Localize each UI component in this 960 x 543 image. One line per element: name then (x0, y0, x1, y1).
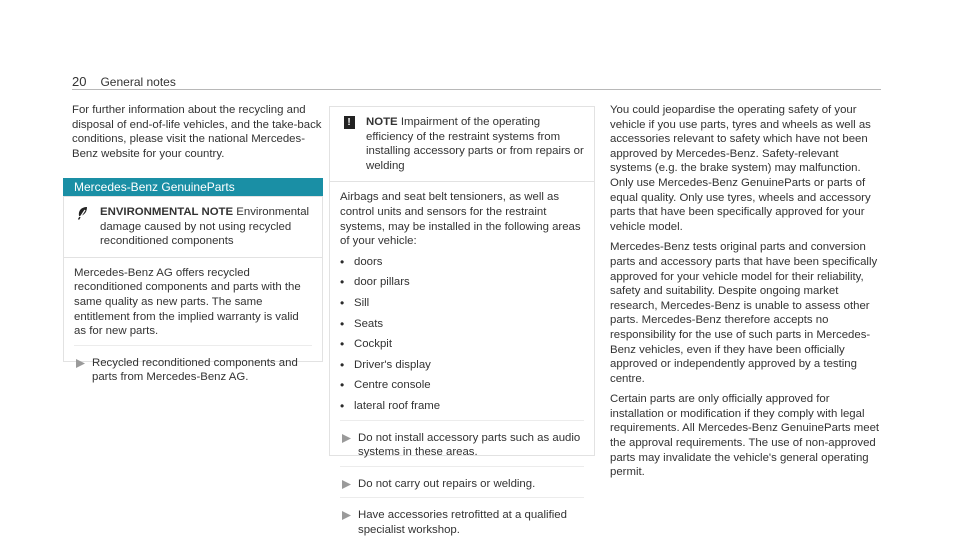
note-text: Impairment of the operating efficiency of the restraint systems from installing accessory parts or from repairs or welding (366, 116, 584, 172)
approval-paragraph: Certain parts are only officially approved for installation or modification if they comply with legal requirements. All Mercedes-Benz GenuineParts meet the approval requirements. The use of non-approved parts may invalidate the vehicle's general operating permit. (610, 393, 880, 479)
genuine-parts-paragraph: Mercedes-Benz AG offers recycled reconditioned components and parts with the same quality as new parts. The same entitlement from the implied warranty is valid as for new parts. (74, 266, 301, 338)
list-item: • Seats (340, 316, 384, 331)
divider (340, 420, 584, 421)
instruction-text: Do not install accessory parts such as audio systems in these areas. (358, 431, 581, 459)
instruction-step (340, 477, 584, 492)
divider (340, 466, 584, 467)
instruction-step (74, 356, 312, 385)
environmental-note-header (64, 197, 322, 258)
restraint-note-box (329, 106, 595, 536)
environmental-note-label: ENVIRONMENTAL NOTE (100, 206, 234, 218)
instruction-text: Do not carry out repairs or welding. (358, 477, 536, 490)
intro-paragraph: For further information about the recycling and disposal of end-of-life vehicles, and the take-back conditions, please visit the national Mercedes-Benz website for your country. (72, 104, 322, 160)
note-label: NOTE (366, 116, 398, 128)
note-header (330, 107, 594, 182)
arrow-icon (342, 431, 358, 443)
instruction-text: Have accessories retrofitted at a qualified specialist workshop. (358, 509, 567, 536)
instruction-text: Recycled reconditioned components and parts from Mercedes-Benz AG. (92, 356, 298, 384)
instruction-step (340, 431, 584, 460)
genuine-parts-box (63, 196, 323, 384)
genuine-parts-body (64, 258, 322, 391)
right-column (610, 103, 880, 486)
page-header (72, 74, 176, 89)
exclamation-icon: ! (344, 116, 355, 129)
list-item: • Centre console (340, 378, 431, 393)
list-item: • Driver's display (340, 357, 431, 372)
header-divider (72, 89, 881, 90)
list-item: • door pillars (340, 275, 410, 290)
note-body (330, 182, 594, 543)
leaf-icon (74, 205, 92, 220)
arrow-icon (342, 508, 358, 520)
safety-paragraph: You could jeopardise the operating safety of your vehicle if you use parts, tyres and wheels as well as accessories relevant to safety which have not been approved by Mercedes-Benz. Safety-relevant systems (e.g. the brake system) may malfunction. Only use Mercedes-Benz GenuineParts or parts of equal quality. Only use tyres, wheels and accessory parts that have been specifically approved for your vehicle model. (610, 104, 871, 233)
section-title: General notes (100, 74, 176, 89)
page-number: 20 (72, 74, 87, 89)
arrow-icon (342, 477, 358, 489)
list-item: • doors (340, 254, 383, 269)
divider (74, 345, 312, 346)
arrow-icon (76, 356, 92, 368)
section-banner: Mercedes-Benz GenuineParts (63, 178, 323, 196)
area-list (340, 255, 584, 414)
restraint-paragraph: Airbags and seat belt tensioners, as well as control units and sensors for the restraint systems, may be installed in the following areas of your vehicle: (340, 191, 581, 248)
list-item: • lateral roof frame (340, 398, 441, 413)
divider (340, 497, 584, 498)
testing-paragraph: Mercedes-Benz tests original parts and conversion parts and accessory parts that have been specifically approved for your vehicle model for their reliability, safety and suitability. Despite ongoing market research, Mercedes-Benz is unable to assess other parts. Mercedes-Benz therefore accepts no responsibility for the use of such parts in Mercedes-Benz vehicles, even if they have been officially approved or independently approved by a testing centre. (610, 241, 878, 385)
list-item: • Cockpit (340, 337, 392, 352)
instruction-step (340, 508, 584, 537)
list-item: • Sill (340, 295, 370, 310)
environmental-note-text: Environmental damage caused by not using recycled reconditioned components (100, 206, 310, 248)
